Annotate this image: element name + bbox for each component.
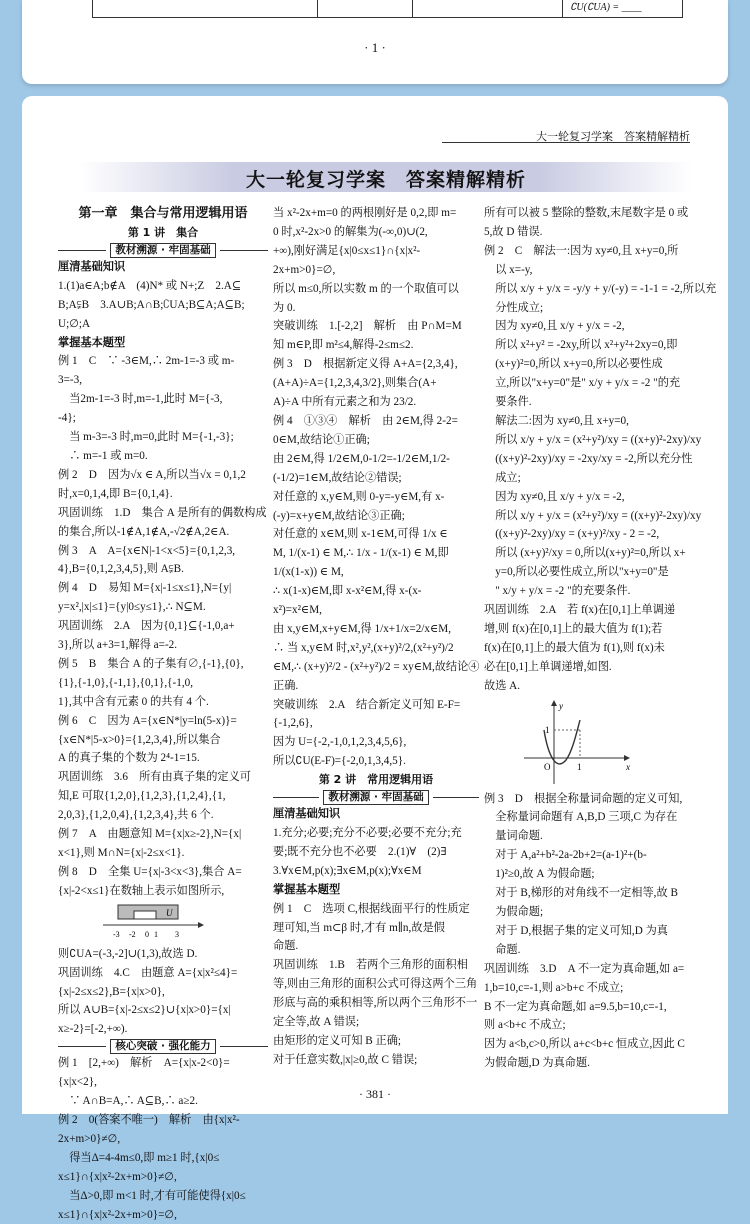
text-line: 增,则 f(x)在[0,1]上的最大值为 f(1);若	[484, 620, 690, 639]
text-line: 为假命题,D 为真命题.	[484, 1054, 690, 1073]
text-line: 例 1 C ∵ -3∈M,∴ 2m-1=-3 或 m-	[58, 352, 268, 371]
text-line: (A+A)÷A={1,2,3,4,3/2},则集合(A+	[273, 374, 479, 393]
function-graph-svg	[524, 700, 644, 786]
text-line: 由矩形的定义可知 B 正确;	[273, 1032, 479, 1051]
text-line: A)÷A 中所有元素之和为 23/2.	[273, 393, 479, 412]
text-line: 对任意的 x,y∈M,则 0-y=-y∈M,有 x-	[273, 488, 479, 507]
origin-label: O	[544, 762, 551, 772]
tick-label: 0	[145, 930, 149, 939]
text-line: 突破训练 1.[-2,2] 解析 由 P∩M=M	[273, 317, 479, 336]
text-line: 全称量词命题有 A,B,D 三项,C 为存在	[484, 808, 690, 827]
text-line: f(x)在[0,1]上的最大值为 f(1),则 f(x)未	[484, 639, 690, 658]
text-line: {x∈N*|5-x>0}={1,2,3,4},所以集合	[58, 731, 268, 750]
text-line: 1)²≥0,故 A 为假命题;	[484, 865, 690, 884]
text-line: 分性成立;	[484, 299, 690, 318]
title-banner	[80, 162, 692, 192]
text-line: 2x+m>0}=∅,	[273, 261, 479, 280]
text-line: 当Δ>0,即 m<1 时,才有可能使得{x|0≤	[58, 1187, 268, 1206]
text-line: 巩固训练 1.B 若两个三角形的面积相	[273, 956, 479, 975]
text-line: 0 时,x²-2x>0 的解集为(-∞,0)∪(2,	[273, 223, 479, 242]
text-line: 为假命题;	[484, 903, 690, 922]
text-line: 对于 D,根据子集的定义可知,D 为真	[484, 922, 690, 941]
text-line: 定全等,故 A 错误;	[273, 1013, 479, 1032]
text-line: 例 2 D 因为√x ∈ A,所以当√x = 0,1,2	[58, 466, 268, 485]
text-line: 因为 xy≠0,且 x/y + y/x = -2,	[484, 488, 690, 507]
text-line: 1},其中含有元素 0 的共有 4 个.	[58, 693, 268, 712]
previous-page-number: · 1 ·	[22, 40, 728, 56]
text-line: 解法二:因为 xy≠0,且 x+y=0,	[484, 412, 690, 431]
text-line: B;A⫋B 3.A∪B;A∩B;∁UA;B⊆A;A⊆B;	[58, 296, 268, 315]
text-line: 形底与高的乘积相等,所以两个三角形不一	[273, 994, 479, 1013]
text-line: 所以 x/y + y/x = -y/y + y/(-y) = -1-1 = -2,所以充	[484, 280, 690, 299]
text-line: 1,b=10,c=-1,则 a>b+c 不成立;	[484, 979, 690, 998]
text-line: 由 x,y∈M,x+y∈M,得 1/x+1/x=2/x∈M,	[273, 620, 479, 639]
page-title: 大一轮复习学案 答案精解精析	[80, 165, 692, 192]
region-u-label: U	[166, 908, 173, 918]
text-line: x≤1}∩{x|x²-2x+m>0}=∅,	[58, 1206, 268, 1224]
previous-page-formula: ∁U(∁UA) = ____	[570, 2, 642, 13]
text-line: 则 a<b+c 不成立;	[484, 1016, 690, 1035]
lecture-title: 第 2 讲 常用逻辑用语	[273, 771, 479, 790]
text-line: {x|x<2},	[58, 1073, 268, 1092]
text-line: 当 x²-2x+m=0 的两根刚好是 0,2,即 m=	[273, 204, 479, 223]
text-line: x≤1}∩{x|x²-2x+m>0}≠∅,	[58, 1168, 268, 1187]
text-line: ((x+y)²-2xy)/xy = (x+y)²/xy - 2 = -2,	[484, 525, 690, 544]
text-line: 故选 A.	[484, 677, 690, 696]
text-line: 由 2∈M,得 1/2∈M,0-1/2=-1/2∈M,1/2-	[273, 450, 479, 469]
text-line: 巩固训练 3.D A 不一定为真命题,如 a=	[484, 960, 690, 979]
y-axis-label: y	[558, 701, 563, 711]
text-line: B 不一定为真命题,如 a=9.5,b=10,c=-1,	[484, 998, 690, 1017]
text-line: 为 0.	[273, 299, 479, 318]
text-line: {x|-2≤x≤2},B={x|x>0},	[58, 983, 268, 1002]
text-line: y=0,所以必要性成立,所以"x+y=0"是	[484, 563, 690, 582]
section-bar	[273, 790, 479, 805]
text-line: ∵ A∩B=A,∴ A⊆B,∴ a≥2.	[58, 1092, 268, 1111]
text-line: {1},{-1,0},{-1,1},{0,1},{-1,0,	[58, 674, 268, 693]
x-axis-label: x	[625, 762, 630, 772]
text-line: (-1/2)=1∈M,故结论②错误;	[273, 469, 479, 488]
text-line: 3=-3,	[58, 371, 268, 390]
text-line: {x|-2<x≤1}在数轴上表示如图所示,	[58, 882, 268, 901]
text-line: 因为 U={-2,-1,0,1,2,3,4,5,6},	[273, 733, 479, 752]
text-line: 对于任意实数,|x|≥0,故 C 错误;	[273, 1051, 479, 1070]
text-line: 所以 x/y + y/x = (x²+y²)/xy = ((x+y)²-2xy)/xy	[484, 431, 690, 450]
text-line: 知,E 可取{1,2,0},{1,2,3},{1,2,4},{1,	[58, 787, 268, 806]
running-head-rule	[442, 142, 690, 143]
text-line: x≥-2}=[-2,+∞).	[58, 1020, 268, 1039]
text-line: 所以 x²+y² = -2xy,所以 x²+y²+2xy=0,即	[484, 336, 690, 355]
text-line: 的集合,所以-1∉A,1∉A,-√2∉A,2∈A.	[58, 523, 268, 542]
text-line: 巩固训练 1.D 集合 A 是所有的偶数构成	[58, 504, 268, 523]
text-line: 例 2 0(答案不唯一) 解析 由{x|x²-	[58, 1111, 268, 1130]
column-right	[484, 204, 690, 1073]
text-line: 例 7 A 由题意知 M={x|x≥-2},N={x|	[58, 825, 268, 844]
text-line: 例 4 D 易知 M={x|-1≤x≤1},N={y|	[58, 579, 268, 598]
text-line: 巩固训练 2.A 因为{0,1}⊆{-1,0,a+	[58, 617, 268, 636]
text-line: 当 m-3=-3 时,m=0,此时 M={-1,-3};	[58, 428, 268, 447]
text-line: 2x+m>0}≠∅,	[58, 1130, 268, 1149]
section-heading: 厘清基础知识	[58, 258, 268, 277]
text-line: 例 3 D 根据全称量词命题的定义可知,	[484, 790, 690, 809]
text-line: x²)=x²∈M,	[273, 601, 479, 620]
section-heading: 厘清基础知识	[273, 805, 479, 824]
text-line: 则∁UA=(-3,-2]∪(1,3),故选 D.	[58, 945, 268, 964]
x-one-label: 1	[577, 762, 582, 772]
tick-label: -2	[129, 930, 136, 939]
tick-label: 3	[175, 930, 179, 939]
text-line: 立,所以"x+y=0"是" x/y + y/x = -2 "的充	[484, 374, 690, 393]
text-line: 知 m∈P,即 m²≤4,解得-2≤m≤2.	[273, 336, 479, 355]
text-line: 等,则由三角形的面积公式可得这两个三角	[273, 975, 479, 994]
text-line: 以 x=-y,	[484, 261, 690, 280]
text-line: 对任意的 x∈M,则 x-1∈M,可得 1/x ∈	[273, 525, 479, 544]
text-line: 例 8 D 全集 U={x|-3<x<3},集合 A=	[58, 863, 268, 882]
text-line: 因为 xy≠0,且 x/y + y/x = -2,	[484, 317, 690, 336]
function-graph-figure	[484, 700, 690, 786]
text-line: 巩固训练 3.6 所有由真子集的定义可	[58, 768, 268, 787]
previous-page-bottom	[22, 0, 728, 84]
text-line: 量词命题.	[484, 827, 690, 846]
text-line: 对于 A,a²+b²-2a-2b+2=(a-1)²+(b-	[484, 846, 690, 865]
text-line: (-y)=x+y∈M,故结论③正确;	[273, 507, 479, 526]
text-line: 突破训练 2.A 结合新定义可知 E-F=	[273, 696, 479, 715]
text-line: 必在[0,1]上单调递增,如图.	[484, 658, 690, 677]
text-line: 所以∁U(E-F)={-2,0,1,3,4,5}.	[273, 752, 479, 771]
text-line: 例 4 ①③④ 解析 由 2∈M,得 2-2=	[273, 412, 479, 431]
text-line: 正确.	[273, 677, 479, 696]
text-line: 例 2 C 解法一:因为 xy≠0,且 x+y=0,所	[484, 242, 690, 261]
text-line: 3},所以 a+3=1,解得 a=-2.	[58, 636, 268, 655]
section-bar-label: 核心突破 · 强化能力	[110, 1039, 215, 1054]
text-line: 巩固训练 4.C 由题意 A={x|x²≤4}=	[58, 964, 268, 983]
text-line: {-1,2,6},	[273, 714, 479, 733]
text-line: 命题.	[484, 941, 690, 960]
text-line: +∞),刚好满足{x|0≤x≤1}∩{x|x²-	[273, 242, 479, 261]
text-line: 成立;	[484, 469, 690, 488]
text-line: 1.(1)a∈A;b∉A (4)N* 或 N+;Z 2.A⊆	[58, 277, 268, 296]
chapter-title: 第一章 集合与常用逻辑用语	[58, 204, 268, 224]
text-line: y=x²,|x|≤1}={y|0≤y≤1},∴ N⊆M.	[58, 598, 268, 617]
text-line: 1/(x(1-x)) ∈ M,	[273, 563, 479, 582]
text-line: ∴ m=-1 或 m=0.	[58, 447, 268, 466]
y-one-label: 1	[545, 725, 550, 735]
tick-label: 1	[154, 930, 158, 939]
text-line: 理可知,当 m⊂β 时,才有 m∥n,故是假	[273, 919, 479, 938]
text-line: 4},B={0,1,2,3,4,5},则 A⫋B.	[58, 560, 268, 579]
text-line: 3.∀x∈M,p(x);∃x∈M,p(x);∀x∈M	[273, 862, 479, 881]
section-heading: 掌握基本题型	[273, 881, 479, 900]
number-line-figure	[58, 901, 268, 945]
text-line: 得当Δ=4-4m≤0,即 m≥1 时,{x|0≤	[58, 1149, 268, 1168]
text-line: ((x+y)²-2xy)/xy = -2xy/xy = -2,所以充分性	[484, 450, 690, 469]
text-line: ∴ 当 x,y∈M 时,x²,y²,(x+y)²/2,(x²+y²)/2	[273, 639, 479, 658]
section-bar-label: 教材溯源 · 牢固基础	[110, 243, 215, 258]
column-middle	[273, 204, 479, 1070]
column-left	[58, 204, 268, 1224]
running-head: 大一轮复习学案 答案精解精析	[536, 128, 690, 144]
section-heading: 掌握基本题型	[58, 334, 268, 353]
text-line: 2,0,3},{1,2,0,4},{1,2,3,4},共 6 个.	[58, 806, 268, 825]
text-line: 例 1 [2,+∞) 解析 A={x|x-2<0}=	[58, 1054, 268, 1073]
answer-page	[22, 96, 728, 1114]
text-line: ∈M,∴ (x+y)²/2 - (x²+y²)/2 = xy∈M,故结论④	[273, 658, 479, 677]
text-line: 当2m-1=-3 时,m=-1,此时 M={-3,	[58, 390, 268, 409]
text-line: A 的真子集的个数为 2⁴-1=15.	[58, 749, 268, 768]
text-line: 例 1 C 选项 C,根据线面平行的性质定	[273, 900, 479, 919]
text-line: 时,x=0,1,4,即 B={0,1,4}.	[58, 485, 268, 504]
text-line: 所有可以被 5 整除的整数,末尾数字是 0 或	[484, 204, 690, 223]
text-line: 所以 (x+y)²/xy = 0,所以(x+y)²=0,所以 x+	[484, 544, 690, 563]
text-line: " x/y + y/x = -2 "的充要条件.	[484, 582, 690, 601]
text-line: 例 5 B 集合 A 的子集有∅,{-1},{0},	[58, 655, 268, 674]
text-line: (x+y)²=0,所以 x+y=0,所以必要性成	[484, 355, 690, 374]
text-line: 1.充分;必要;充分不必要;必要不充分;充	[273, 824, 479, 843]
text-line: 5,故 D 错误.	[484, 223, 690, 242]
section-bar-label: 教材溯源 · 牢固基础	[323, 790, 428, 805]
text-line: 巩固训练 2.A 若 f(x)在[0,1]上单调递	[484, 601, 690, 620]
text-line: 要;既不充分也不必要 2.(1)∀ (2)∃	[273, 843, 479, 862]
text-line: 所以 m≤0,所以实数 m 的一个取值可以	[273, 280, 479, 299]
text-line: 例 6 C 因为 A={x∈N*|y=ln(5-x)}=	[58, 712, 268, 731]
text-line: 要条件.	[484, 393, 690, 412]
tick-label: -3	[113, 930, 120, 939]
text-line: -4};	[58, 409, 268, 428]
page-number: · 381 ·	[22, 1087, 728, 1102]
lecture-title: 第 1 讲 集合	[58, 224, 268, 243]
text-line: 对于 B,梯形的对角线不一定相等,故 B	[484, 884, 690, 903]
section-bar	[58, 1039, 268, 1054]
text-line: 例 3 D 根据新定义得 A+A={2,3,4},	[273, 355, 479, 374]
text-line: ∴ x(1-x)∈M,即 x-x²∈M,得 x-(x-	[273, 582, 479, 601]
text-line: x<1},则 M∩N={x|-2≤x<1}.	[58, 844, 268, 863]
text-line: 所以 x/y + y/x = (x²+y²)/xy = ((x+y)²-2xy)/xy	[484, 507, 690, 526]
text-line: 因为 a<b,c>0,所以 a+c<b+c 恒成立,因此 C	[484, 1035, 690, 1054]
section-bar	[58, 243, 268, 258]
text-line: 例 3 A A={x∈N|-1<x<5}={0,1,2,3,	[58, 542, 268, 561]
number-line-svg	[98, 901, 208, 945]
text-line: U;∅;A	[58, 315, 268, 334]
text-line: 0∈M,故结论①正确;	[273, 431, 479, 450]
text-line: M, 1/(x-1) ∈ M,∴ 1/x - 1/(x-1) ∈ M,即	[273, 544, 479, 563]
text-line: 所以 A∪B={x|-2≤x≤2}∪{x|x>0}={x|	[58, 1001, 268, 1020]
text-line: 命题.	[273, 937, 479, 956]
